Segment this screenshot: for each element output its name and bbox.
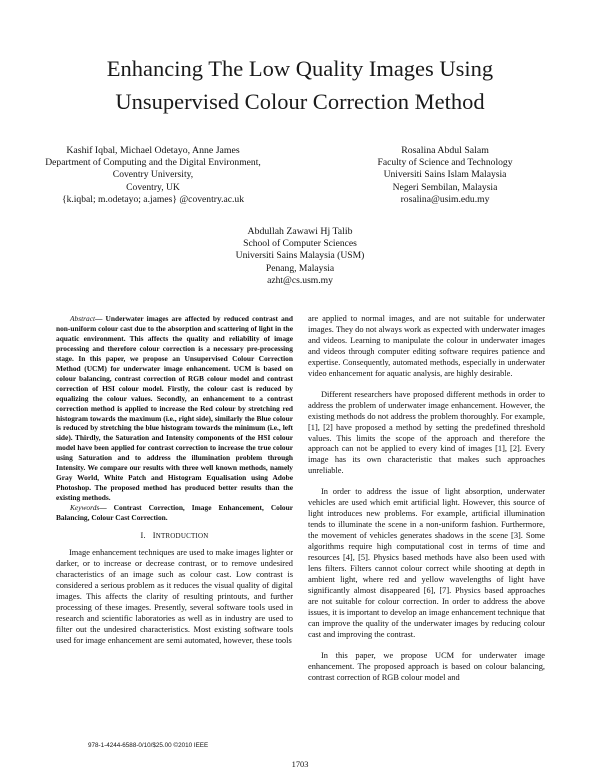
left-column — [56, 314, 293, 647]
author-email: rosalina@usim.edu.my — [400, 193, 490, 205]
author-affiliation-line: Universiti Sains Malaysia (USM) — [235, 250, 365, 262]
author-names: Rosalina Abdul Salam — [401, 145, 489, 156]
author-affiliation-line: Penang, Malaysia — [265, 262, 335, 274]
author-affiliation-line: Universiti Sains Islam Malaysia — [383, 169, 507, 181]
abstract-label: Abstract — [70, 314, 96, 323]
keywords-text: — Contrast Correction, Image Enhancement, Colour Balancing, Colour Cast Correction. — [56, 503, 293, 523]
author-affiliation-line: Faculty of Science and Technology — [377, 157, 513, 169]
copyright-footer: 978-1-4244-6588-0/10/$25.00 ©2010 IEEE — [88, 742, 209, 749]
abstract-text: — Underwater images are affected by reduced contrast and non-uniform colour cast due to the absorption and scattering of light in the aquatic environment. This affects the quality and reliability of image processing and therefore colour correction is a necessary pre-processing stage. In this paper, we propose an Unsupervised Colour Correction Method (UCM) for underwater image enhancement. UCM is based on colour balancing, contrast correction of RGB colour model and contrast correction of HSI colour model. Firstly, the colour cast is reduced by equalizing the colour values. Secondly, an enhancement to a contrast correction method is applied to increase the Red colour by stretching red histogram towards the maximum (i.e., right side), similarly the Blue colour is reduced by stretching the blue histogram towards the minimum (i.e., left side). Thirdly, the Saturation and Intensity components of the HSI colour model have been applied for contrast correction to increase the true colour using Saturation and to address the illumination problem through Intensity. We compare our results with three well known methods, namely Gray World, White Patch and Histogram Equalisation using Adobe Photoshop. The proposed method has produced better results than the existing methods. — [56, 314, 293, 503]
author-affiliation-line: School of Computer Sciences — [243, 238, 357, 250]
author-names: Abdullah Zawawi Hj Talib — [247, 226, 353, 237]
paper-title-line-2: Unsupervised Colour Correction Method — [115, 89, 485, 114]
author-email: azht@cs.usm.my — [267, 274, 333, 286]
author-affiliation-line: Department of Computing and the Digital Environment, — [45, 157, 261, 169]
author-affiliation-line: Coventry, UK — [126, 181, 180, 193]
author-names: Kashif Iqbal, Michael Odetayo, Anne James — [66, 145, 240, 156]
author-block-1 — [28, 145, 278, 206]
right-column — [308, 314, 545, 684]
body-paragraph: In order to address the issue of light absorption, underwater vehicles are used which emit artificial light. However, this source of light introduces new problems. For example, artificial illumination tends to illuminate the scene in a non-uniform fashion. Furthermore, the movement of vehicles generates shadows in the scene [3]. Some algorithms require high computational cost in terms of time and resources [4], [5]. Physics based methods have also been used with lens filters. Filters cannot colour correct while shooting at depth in ambient light, where red and yellow wavelengths of light have significantly almost disappeared [6], [7]. Physics based approaches are not suitable for colour correction. In order to address the above issues, it is important to develop an image enhancement technique that can improve the quality of the underwater images by reducing colour cast and improving the contrast. — [308, 487, 545, 639]
paper-title — [0, 52, 600, 118]
body-paragraph: Different researchers have proposed different methods in order to address the problem of underwater image enhancement. However, the existing methods do not address the problem thoroughly. For example, [1], [2] have proposed a method by setting the predefined threshold values. This limits the scope of the approach and therefore the approach can not be applied to every kind of images [1], [2]. Every image has its own characteristic that makes such approaches unreliable. — [308, 389, 545, 476]
keywords-label: Keywords — [70, 503, 100, 513]
section-number: I. — [140, 531, 146, 541]
body-paragraph: In this paper, we propose UCM for underwater image enhancement. The proposed approach is based on colour balancing, contrast correction of RGB colour model and — [308, 650, 545, 682]
paper-title-line-1: Enhancing The Low Quality Images Using — [106, 56, 494, 81]
keywords — [56, 503, 293, 523]
author-block-3 — [200, 226, 400, 287]
abstract — [56, 314, 293, 503]
body-paragraph: are applied to normal images, and are not suitable for underwater images. They do not always work as expected with underwater images and videos. Learning to manipulate the colour in underwater images and videos through computer editing software requires patience and expertise. Consequently, automated methods, especially in underwater video enhancement for aquatic analysis, are highly desirable. — [308, 314, 545, 378]
intro-paragraph: Image enhancement techniques are used to make images lighter or darker, or to increase or decrease contrast, or to remove undesired characteristics of an image such as colour cast. Low contrast is considered a serious problem as it reduces the visual quality of digital images. This affects the clarity of resulting printouts, and further processing of these images. Presently, several software tools used in research and scientific laboratories as well as in industry are used to filter out the undesired characteristics. Most existing software tools used for image enhancement are semi automated, however, these tools — [56, 547, 293, 645]
section-title-initial: I — [152, 531, 156, 541]
page-number: 1703 — [291, 760, 309, 769]
author-affiliation-line: Coventry University, — [112, 169, 194, 181]
section-heading-introduction — [56, 531, 293, 542]
author-block-2 — [340, 145, 550, 206]
section-title-rest: NTRODUCTION — [155, 532, 209, 541]
author-affiliation-line: Negeri Sembilan, Malaysia — [392, 181, 498, 193]
author-email: {k.iqbal; m.odetayo; a.james} @coventry.ac.uk — [61, 193, 245, 205]
